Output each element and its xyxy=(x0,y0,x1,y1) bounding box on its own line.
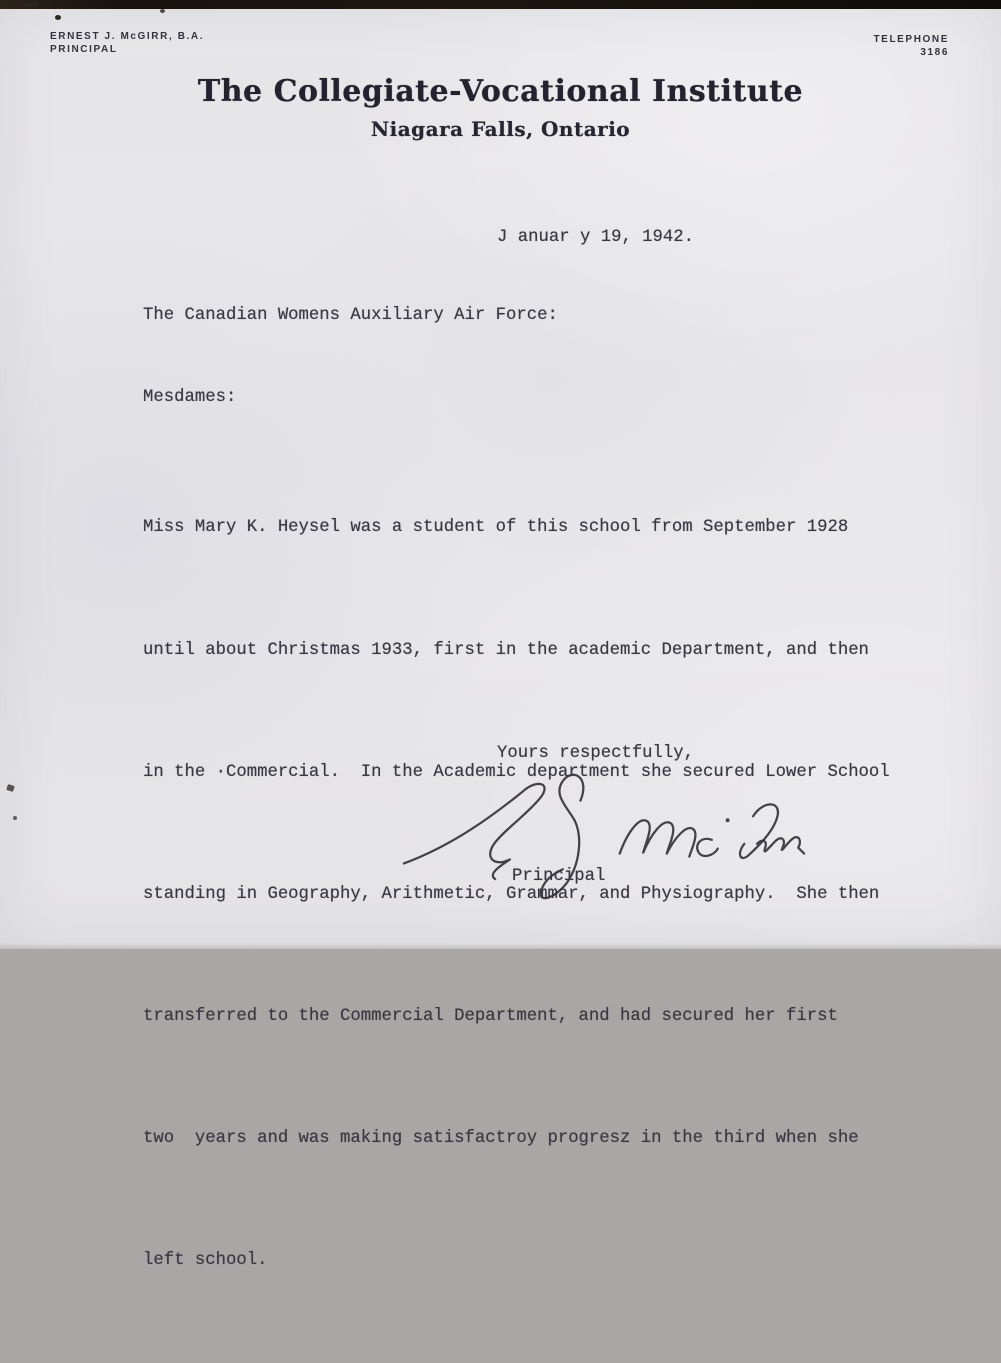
letter-salutation: Mesdames: xyxy=(143,388,237,407)
body-line: left school. xyxy=(143,1251,268,1271)
letter-addressee: The Canadian Womens Auxiliary Air Force: xyxy=(143,306,558,325)
body-line: two years and was making satisfactroy progresz in the third when she xyxy=(143,1128,859,1148)
ink-speck xyxy=(160,9,165,13)
ink-speck xyxy=(13,816,17,820)
telephone-number: 3186 xyxy=(920,47,949,58)
body-line: until about Christmas 1933, first in the academic Department, and then xyxy=(143,640,869,660)
letterhead-principal-block xyxy=(50,30,204,56)
ink-speck xyxy=(6,784,15,792)
letterhead-telephone-block xyxy=(873,33,949,59)
scan-top-edge xyxy=(0,0,1001,9)
letterhead-principal-name: ERNEST J. McGIRR, B.A. xyxy=(50,31,205,42)
body-line: standing in Geography, Arithmetic, Grammar, and Physiography. She then xyxy=(143,884,880,904)
letterhead-principal-title: PRINCIPAL xyxy=(50,44,118,55)
letter-closing: Yours respectfully, xyxy=(497,744,695,763)
letter-body xyxy=(143,427,890,1363)
body-line: Miss Mary K. Heysel was a student of this school from September 1928 xyxy=(143,518,849,538)
body-line: transferred to the Commercial Department, and had secured her first xyxy=(143,1006,838,1026)
institution-location: Niagara Falls, Ontario xyxy=(370,117,631,141)
telephone-label: TELEPHONE xyxy=(873,34,949,45)
ink-speck xyxy=(55,15,61,20)
signer-title: Principal xyxy=(512,867,606,886)
body-line: in the ·Commercial. In the Academic department she secured Lower School xyxy=(143,762,890,782)
letter-date: J anuar y 19, 1942. xyxy=(497,228,695,247)
institution-name: The Collegiate-Vocational Institute xyxy=(197,74,804,109)
